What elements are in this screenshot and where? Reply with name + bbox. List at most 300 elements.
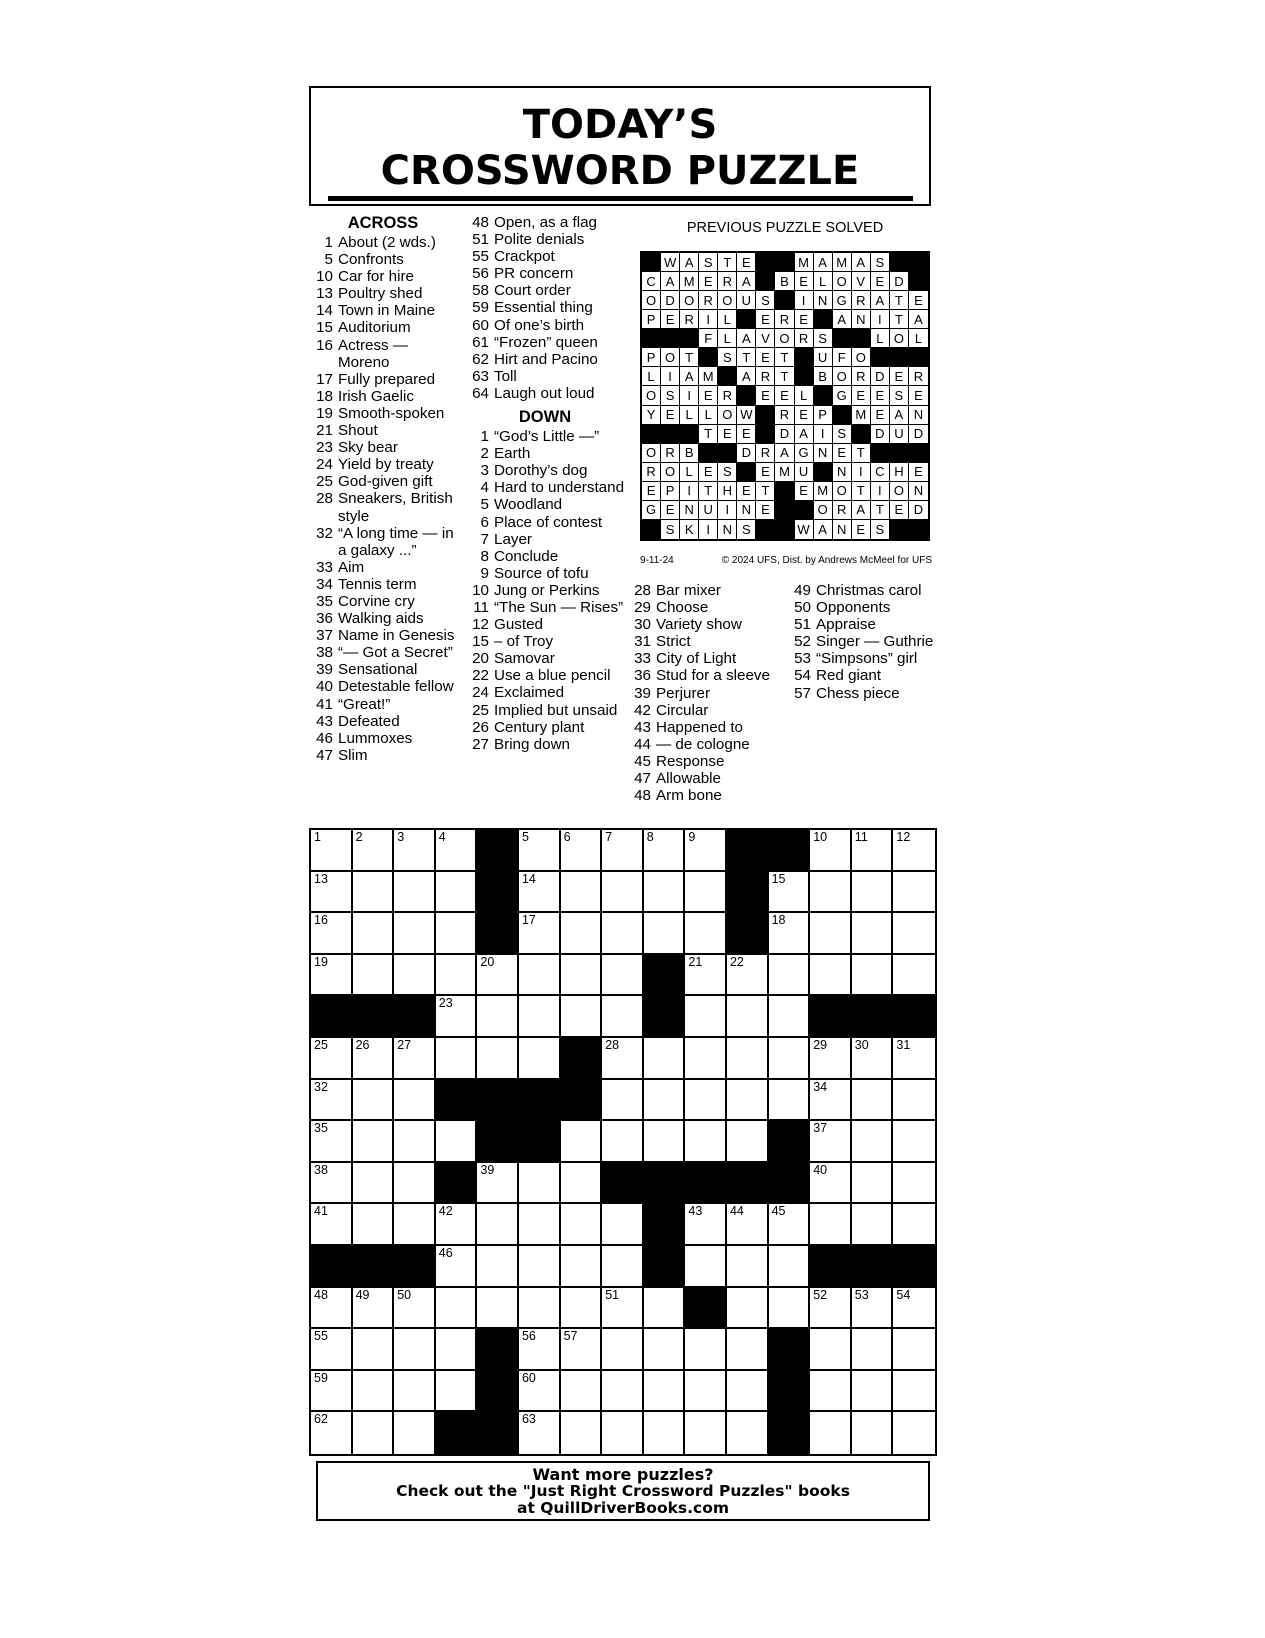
grid-cell[interactable] <box>644 1080 686 1122</box>
solved-letter: O <box>890 482 909 501</box>
grid-cell[interactable] <box>311 913 353 955</box>
grid-cell[interactable] <box>685 1246 727 1288</box>
grid-cell[interactable] <box>727 996 769 1038</box>
grid-cell[interactable] <box>769 996 811 1038</box>
grid-cell[interactable] <box>769 913 811 955</box>
grid-cell[interactable] <box>561 913 603 955</box>
solved-letter: O <box>661 348 680 367</box>
grid-cell[interactable] <box>561 1288 603 1330</box>
grid-cell[interactable] <box>519 1329 561 1371</box>
clue-text: Fully prepared <box>338 370 436 388</box>
grid-cell[interactable] <box>436 830 478 872</box>
solved-letter: E <box>756 463 775 482</box>
grid-cell[interactable] <box>519 913 561 955</box>
clue-number: 34 <box>316 575 333 593</box>
clue-item <box>465 231 625 248</box>
clue-item <box>465 633 625 650</box>
cell-number: 18 <box>771 913 786 928</box>
grid-cell[interactable] <box>311 872 353 914</box>
grid-cell[interactable] <box>893 1121 935 1163</box>
solved-letter: R <box>775 310 794 329</box>
cell-number: 41 <box>314 1204 328 1219</box>
grid-cell[interactable] <box>353 830 395 872</box>
grid-cell[interactable] <box>644 1288 686 1330</box>
grid-cell[interactable] <box>519 1371 561 1413</box>
solved-letter: S <box>737 520 756 539</box>
cell-number: 45 <box>771 1204 786 1219</box>
grid-cell[interactable] <box>602 1121 644 1163</box>
grid-cell[interactable] <box>893 1371 935 1413</box>
grid-cell[interactable] <box>810 955 852 997</box>
solved-letter: W <box>795 520 814 539</box>
grid-cell[interactable] <box>602 1288 644 1330</box>
grid-cell[interactable] <box>852 1288 894 1330</box>
grid-cell[interactable] <box>685 955 727 997</box>
grid-cell[interactable] <box>893 1329 935 1371</box>
clue-item <box>309 696 457 713</box>
previous-puzzle-title: PREVIOUS PUZZLE SOLVED <box>686 220 884 236</box>
solved-letter: C <box>871 463 890 482</box>
clue-item <box>465 385 625 402</box>
grid-cell[interactable] <box>727 1038 769 1080</box>
cell-number: 4 <box>438 830 446 844</box>
clue-text: “Great!” <box>338 695 391 713</box>
grid-cell[interactable] <box>436 1038 478 1080</box>
grid-cell[interactable] <box>685 872 727 914</box>
grid-cell[interactable] <box>436 1371 478 1413</box>
solved-block <box>833 329 852 348</box>
grid-cell[interactable] <box>852 1412 894 1454</box>
grid-cell[interactable] <box>810 913 852 955</box>
grid-cell[interactable] <box>561 830 603 872</box>
clue-item <box>309 439 457 456</box>
grid-cell[interactable] <box>727 1329 769 1371</box>
grid-cell[interactable] <box>519 830 561 872</box>
clue-text: Dorothy’s dog <box>494 462 588 480</box>
grid-cell[interactable] <box>769 872 811 914</box>
solved-letter: O <box>718 406 737 425</box>
grid-cell[interactable] <box>685 830 727 872</box>
grid-cell[interactable] <box>602 996 644 1038</box>
clue-number: 42 <box>634 701 651 719</box>
grid-cell[interactable] <box>852 913 894 955</box>
grid-cell[interactable] <box>727 1412 769 1454</box>
grid-cell[interactable] <box>436 1288 478 1330</box>
cell-number: 9 <box>688 830 696 844</box>
grid-cell[interactable] <box>769 1246 811 1288</box>
grid-cell[interactable] <box>561 1163 603 1205</box>
grid-cell[interactable] <box>519 872 561 914</box>
grid-cell[interactable] <box>769 1288 811 1330</box>
solved-letter: M <box>814 482 833 501</box>
grid-cell[interactable] <box>477 1288 519 1330</box>
clue-text: Woodland <box>494 496 563 514</box>
solved-letter: L <box>642 367 661 386</box>
grid-cell[interactable] <box>311 1080 353 1122</box>
solved-letter: I <box>718 501 737 520</box>
grid-cell[interactable] <box>852 1163 894 1205</box>
grid-cell[interactable] <box>353 1121 395 1163</box>
grid-cell[interactable] <box>394 1204 436 1246</box>
grid-cell[interactable] <box>519 1412 561 1454</box>
clue-item <box>309 747 457 764</box>
clue-text: Layer <box>494 530 532 548</box>
grid-cell[interactable] <box>893 830 935 872</box>
grid-cell[interactable] <box>727 1080 769 1122</box>
clue-item <box>465 667 625 684</box>
clue-number: 35 <box>316 592 333 610</box>
grid-cell[interactable] <box>644 830 686 872</box>
grid-cell[interactable] <box>893 1038 935 1080</box>
grid-cell[interactable] <box>852 1121 894 1163</box>
grid-cell[interactable] <box>394 1412 436 1454</box>
solved-letter: M <box>852 406 871 425</box>
grid-cell[interactable] <box>727 1121 769 1163</box>
solved-letter: O <box>833 482 852 501</box>
grid-cell[interactable] <box>477 1204 519 1246</box>
solved-letter: A <box>680 367 699 386</box>
cell-number: 59 <box>314 1370 328 1385</box>
grid-cell[interactable] <box>477 955 519 997</box>
solved-letter: R <box>852 291 871 310</box>
grid-cell[interactable] <box>519 1246 561 1288</box>
grid-cell[interactable] <box>519 1038 561 1080</box>
grid-cell[interactable] <box>602 955 644 997</box>
grid-cell[interactable] <box>852 872 894 914</box>
grid-cell[interactable] <box>810 1371 852 1413</box>
grid-cell[interactable] <box>810 830 852 872</box>
grid-cell[interactable] <box>852 1329 894 1371</box>
grid-cell[interactable] <box>561 1329 603 1371</box>
solved-letter: T <box>775 348 794 367</box>
grid-block <box>477 1121 519 1163</box>
grid-cell[interactable] <box>644 1121 686 1163</box>
grid-cell[interactable] <box>519 1204 561 1246</box>
grid-block <box>685 1288 727 1330</box>
solved-block <box>661 425 680 444</box>
grid-cell[interactable] <box>685 996 727 1038</box>
cell-number: 7 <box>605 830 613 844</box>
clue-item <box>465 496 625 513</box>
grid-cell[interactable] <box>644 1329 686 1371</box>
grid-cell[interactable] <box>436 1121 478 1163</box>
solved-letter: R <box>833 501 852 520</box>
grid-cell[interactable] <box>353 1163 395 1205</box>
grid-cell[interactable] <box>436 1204 478 1246</box>
grid-cell[interactable] <box>436 1329 478 1371</box>
clue-item <box>627 719 777 736</box>
cell-number: 43 <box>688 1204 703 1219</box>
solved-letter: E <box>756 310 775 329</box>
grid-cell[interactable] <box>561 1371 603 1413</box>
grid-cell[interactable] <box>893 1080 935 1122</box>
grid-cell[interactable] <box>893 1163 935 1205</box>
grid-cell[interactable] <box>394 830 436 872</box>
grid-cell[interactable] <box>602 830 644 872</box>
clue-number: 62 <box>472 350 489 368</box>
grid-cell[interactable] <box>685 1080 727 1122</box>
grid-cell[interactable] <box>769 1080 811 1122</box>
grid-cell[interactable] <box>893 955 935 997</box>
solved-letter: E <box>871 272 890 291</box>
grid-cell[interactable] <box>727 1246 769 1288</box>
grid-cell[interactable] <box>436 955 478 997</box>
grid-cell[interactable] <box>769 1038 811 1080</box>
grid-cell[interactable] <box>561 1204 603 1246</box>
grid-cell[interactable] <box>477 1246 519 1288</box>
grid-cell[interactable] <box>353 1204 395 1246</box>
grid-cell[interactable] <box>685 1121 727 1163</box>
grid-cell[interactable] <box>353 1288 395 1330</box>
grid-cell[interactable] <box>394 1121 436 1163</box>
clue-number: 36 <box>634 667 651 685</box>
clue-text: Poultry shed <box>338 285 423 303</box>
clue-item <box>627 753 777 770</box>
grid-cell[interactable] <box>685 1204 727 1246</box>
clue-number: 43 <box>316 712 333 730</box>
grid-cell[interactable] <box>685 1412 727 1454</box>
clue-number: 18 <box>316 387 333 405</box>
cell-number: 22 <box>729 954 744 969</box>
grid-cell[interactable] <box>311 1288 353 1330</box>
solved-letter: L <box>909 329 928 348</box>
grid-cell[interactable] <box>353 1038 395 1080</box>
solved-letter: E <box>795 482 814 501</box>
grid-cell[interactable] <box>685 1371 727 1413</box>
grid-block <box>394 1246 436 1288</box>
grid-cell[interactable] <box>602 1329 644 1371</box>
cell-number: 61 <box>771 1370 786 1385</box>
grid-cell[interactable] <box>436 996 478 1038</box>
grid-cell[interactable] <box>311 1371 353 1413</box>
grid-cell[interactable] <box>644 1371 686 1413</box>
grid-cell[interactable] <box>810 1329 852 1371</box>
grid-cell[interactable] <box>810 1080 852 1122</box>
grid-cell[interactable] <box>561 1246 603 1288</box>
grid-cell[interactable] <box>727 1288 769 1330</box>
grid-cell[interactable] <box>311 1121 353 1163</box>
grid-cell[interactable] <box>353 1412 395 1454</box>
grid-cell[interactable] <box>685 1329 727 1371</box>
clue-item <box>309 610 457 627</box>
grid-cell[interactable] <box>353 1329 395 1371</box>
solved-block <box>756 272 775 291</box>
grid-cell[interactable] <box>394 955 436 997</box>
grid-cell[interactable] <box>810 872 852 914</box>
grid-cell[interactable] <box>644 1038 686 1080</box>
grid-cell[interactable] <box>477 1163 519 1205</box>
grid-cell[interactable] <box>561 872 603 914</box>
grid-cell[interactable] <box>561 955 603 997</box>
solved-letter: E <box>795 272 814 291</box>
clue-item <box>627 599 777 616</box>
grid-cell[interactable] <box>602 1371 644 1413</box>
grid-cell[interactable] <box>685 913 727 955</box>
grid-cell[interactable] <box>893 913 935 955</box>
clue-number: 48 <box>634 787 651 805</box>
grid-cell[interactable] <box>436 1246 478 1288</box>
grid-cell[interactable] <box>769 1204 811 1246</box>
grid-cell[interactable] <box>685 1038 727 1080</box>
clue-text: Exclaimed <box>494 684 565 702</box>
grid-cell[interactable] <box>353 913 395 955</box>
grid-block <box>477 1329 519 1371</box>
grid-cell[interactable] <box>810 1412 852 1454</box>
grid-cell[interactable] <box>727 1204 769 1246</box>
solved-letter: Y <box>642 406 661 425</box>
grid-cell[interactable] <box>893 872 935 914</box>
solved-letter: E <box>737 253 756 272</box>
solved-letter: A <box>737 329 756 348</box>
grid-cell[interactable] <box>394 1371 436 1413</box>
grid-cell[interactable] <box>602 872 644 914</box>
grid-cell[interactable] <box>810 1038 852 1080</box>
clue-number: 31 <box>634 633 651 651</box>
grid-cell[interactable] <box>394 872 436 914</box>
solved-letter: R <box>680 310 699 329</box>
grid-cell[interactable] <box>436 872 478 914</box>
grid-cell[interactable] <box>852 1204 894 1246</box>
cell-number: 52 <box>813 1287 828 1302</box>
clue-number: 54 <box>794 667 811 685</box>
grid-cell[interactable] <box>893 1288 935 1330</box>
grid-cell[interactable] <box>852 1038 894 1080</box>
grid-cell[interactable] <box>436 913 478 955</box>
grid-cell[interactable] <box>394 1038 436 1080</box>
cell-number: 3 <box>397 830 405 844</box>
solved-letter: I <box>871 310 890 329</box>
solved-letter: I <box>699 310 718 329</box>
solved-letter: S <box>890 386 909 405</box>
grid-cell[interactable] <box>769 955 811 997</box>
grid-cell[interactable] <box>394 1288 436 1330</box>
grid-cell[interactable] <box>852 1080 894 1122</box>
cell-number: 27 <box>397 1037 412 1052</box>
solved-letter: D <box>775 425 794 444</box>
grid-cell[interactable] <box>852 1371 894 1413</box>
grid-cell[interactable] <box>602 1204 644 1246</box>
clue-number: 12 <box>472 616 489 634</box>
clue-text: Slim <box>338 746 368 764</box>
solved-letter: T <box>756 482 775 501</box>
clue-item <box>309 559 457 576</box>
grid-cell[interactable] <box>311 955 353 997</box>
grid-cell[interactable] <box>644 1412 686 1454</box>
grid-cell[interactable] <box>311 1038 353 1080</box>
solved-letter: T <box>890 310 909 329</box>
grid-cell[interactable] <box>394 1329 436 1371</box>
grid-cell[interactable] <box>519 955 561 997</box>
solved-letter: R <box>699 291 718 310</box>
crossword-grid <box>309 828 937 1456</box>
clue-number: 41 <box>316 695 333 713</box>
solved-letter: T <box>871 501 890 520</box>
solved-letter: K <box>680 520 699 539</box>
grid-cell[interactable] <box>810 1163 852 1205</box>
solved-letter: I <box>680 482 699 501</box>
solved-letter: N <box>814 444 833 463</box>
grid-cell[interactable] <box>810 1288 852 1330</box>
clue-text: Stud for a sleeve <box>656 667 770 685</box>
clue-item <box>309 593 457 610</box>
grid-cell[interactable] <box>311 1329 353 1371</box>
clue-text: Town in Maine <box>338 302 436 320</box>
solved-letter: O <box>775 329 794 348</box>
clue-item <box>465 265 625 282</box>
grid-cell[interactable] <box>353 955 395 997</box>
grid-cell[interactable] <box>727 955 769 997</box>
grid-cell[interactable] <box>311 1412 353 1454</box>
grid-cell[interactable] <box>644 872 686 914</box>
solved-letter: I <box>680 386 699 405</box>
grid-cell[interactable] <box>519 996 561 1038</box>
solved-letter: E <box>871 386 890 405</box>
clue-text: Essential thing <box>494 299 593 317</box>
grid-cell[interactable] <box>893 1412 935 1454</box>
grid-cell[interactable] <box>602 913 644 955</box>
grid-cell[interactable] <box>602 1080 644 1122</box>
grid-cell[interactable] <box>602 1038 644 1080</box>
grid-cell[interactable] <box>810 1204 852 1246</box>
grid-cell[interactable] <box>477 996 519 1038</box>
clue-text: Car for hire <box>338 268 414 286</box>
clue-item <box>309 644 457 661</box>
grid-cell[interactable] <box>602 1246 644 1288</box>
grid-cell[interactable] <box>810 1121 852 1163</box>
grid-cell[interactable] <box>602 1412 644 1454</box>
grid-cell[interactable] <box>561 1412 603 1454</box>
grid-cell[interactable] <box>311 830 353 872</box>
clue-item <box>627 667 777 684</box>
grid-cell[interactable] <box>353 1371 395 1413</box>
clue-number: 32 <box>316 524 333 542</box>
solved-block <box>890 253 909 272</box>
clue-number: 23 <box>316 439 333 457</box>
grid-cell[interactable] <box>852 830 894 872</box>
grid-cell[interactable] <box>477 1038 519 1080</box>
grid-cell[interactable] <box>561 996 603 1038</box>
grid-cell[interactable] <box>519 1163 561 1205</box>
clue-text: Open, as a flag <box>494 214 598 231</box>
grid-cell[interactable] <box>353 1080 395 1122</box>
grid-block <box>769 1163 811 1205</box>
grid-cell[interactable] <box>852 955 894 997</box>
clue-number: 51 <box>794 616 811 634</box>
grid-cell[interactable] <box>394 913 436 955</box>
solved-letter: E <box>661 310 680 329</box>
grid-cell[interactable] <box>644 913 686 955</box>
solved-letter: D <box>909 501 928 520</box>
grid-cell[interactable] <box>561 1121 603 1163</box>
grid-cell[interactable] <box>394 1080 436 1122</box>
grid-cell[interactable] <box>353 872 395 914</box>
solved-letter: U <box>795 463 814 482</box>
grid-cell[interactable] <box>311 1204 353 1246</box>
solved-letter: T <box>718 253 737 272</box>
grid-cell[interactable] <box>311 1163 353 1205</box>
grid-cell[interactable] <box>394 1163 436 1205</box>
solved-letter: E <box>909 386 928 405</box>
clue-text: Red giant <box>816 667 882 685</box>
grid-block <box>436 1163 478 1205</box>
grid-cell[interactable] <box>727 1371 769 1413</box>
grid-cell[interactable] <box>893 1204 935 1246</box>
cell-number: 34 <box>813 1079 828 1094</box>
grid-block <box>727 913 769 955</box>
grid-block <box>394 996 436 1038</box>
grid-cell[interactable] <box>519 1288 561 1330</box>
cell-number: 6 <box>563 830 571 844</box>
